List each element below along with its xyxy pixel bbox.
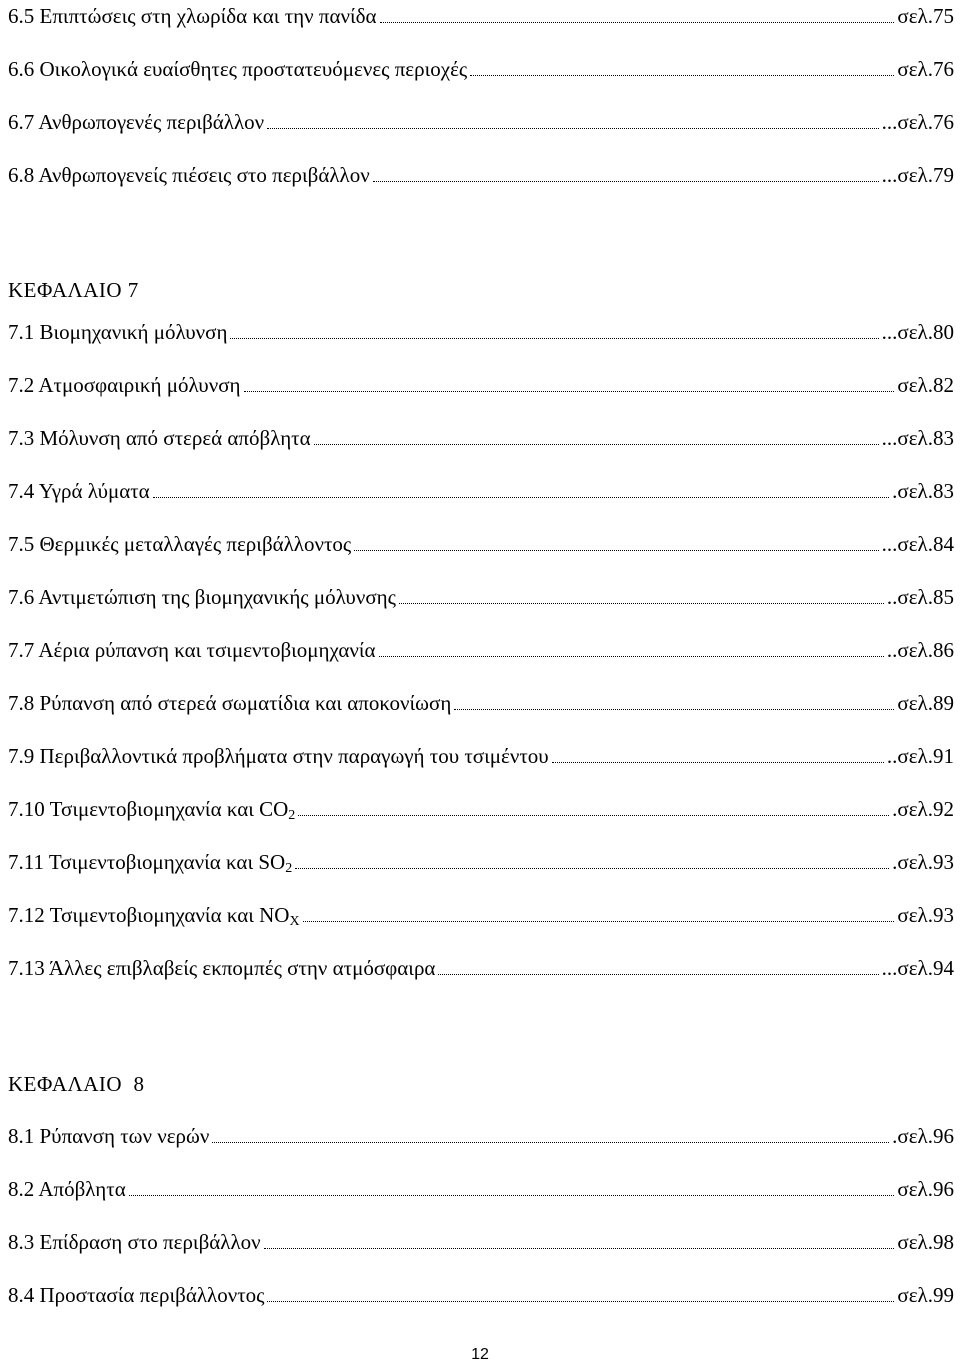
toc-entry-page: .σελ.93: [892, 850, 954, 874]
toc-entry[interactable]: [8, 426, 954, 450]
toc-entry-page: σελ.75: [897, 4, 954, 28]
dot-leader: [244, 391, 895, 392]
toc-entry[interactable]: [8, 1230, 954, 1254]
toc-entry[interactable]: [8, 744, 954, 768]
dot-leader: [129, 1195, 895, 1196]
toc-entry-label-text: 7.12 Τσιμεντοβιομηχανία και NO: [8, 903, 290, 927]
dot-leader: [153, 497, 889, 498]
toc-entry-page: ...σελ.76: [881, 110, 954, 134]
toc-entry-label: 7.6 Αντιμετώπιση της βιομηχανικής μόλυνσης: [8, 585, 396, 609]
toc-entry-page: σελ.96: [897, 1177, 954, 1201]
toc-entry[interactable]: [8, 903, 954, 927]
toc-entry[interactable]: [8, 163, 954, 187]
toc-entry-label: [8, 850, 292, 874]
toc-entry[interactable]: [8, 797, 954, 821]
toc-entry[interactable]: [8, 57, 954, 81]
toc-entry-page: ..σελ.85: [886, 585, 954, 609]
dot-leader: [454, 709, 894, 710]
dot-leader: [314, 444, 879, 445]
toc-section-ch6: [8, 4, 954, 216]
toc-entry-label: [8, 797, 295, 821]
toc-entry[interactable]: [8, 110, 954, 134]
dot-leader: [212, 1142, 889, 1143]
toc-entry-label: 6.7 Ανθρωπογενές περιβάλλον: [8, 110, 265, 134]
subscript: X: [289, 914, 300, 929]
toc-entry-page: σελ.93: [897, 903, 954, 927]
toc-entry-label: 8.4 Προστασία περιβάλλοντος: [8, 1283, 265, 1307]
toc-entry-label-text: 7.11 Τσιμεντοβιομηχανία και SO: [8, 850, 286, 874]
toc-entry-page: ..σελ.86: [886, 638, 954, 662]
dot-leader: [354, 550, 878, 551]
toc-entry-label: 7.1 Βιομηχανική μόλυνση: [8, 320, 228, 344]
toc-entry-page: σελ.99: [897, 1283, 954, 1307]
toc-entry[interactable]: [8, 320, 954, 344]
toc-entry[interactable]: [8, 638, 954, 662]
toc-entry[interactable]: [8, 1283, 954, 1307]
toc-entry[interactable]: [8, 479, 954, 503]
dot-leader: [380, 22, 895, 23]
toc-entry-label: 7.8 Ρύπανση από στερεά σωματίδια και αποκονίωση: [8, 691, 452, 715]
toc-entry[interactable]: [8, 850, 954, 874]
toc-entry[interactable]: [8, 1177, 954, 1201]
subscript: 2: [288, 808, 296, 823]
dot-leader: [264, 1248, 895, 1249]
toc-entry[interactable]: [8, 1124, 954, 1148]
toc-entry-label: 8.1 Ρύπανση των νερών: [8, 1124, 210, 1148]
toc-entry[interactable]: [8, 4, 954, 28]
dot-leader: [267, 1301, 894, 1302]
page-number: 12: [471, 1346, 489, 1363]
toc-entry-label: 8.2 Απόβλητα: [8, 1177, 126, 1201]
dot-leader: [298, 815, 889, 816]
dot-leader: [373, 181, 879, 182]
dot-leader: [470, 75, 894, 76]
toc-entry[interactable]: [8, 956, 954, 980]
toc-entry-page: ...σελ.79: [881, 163, 954, 187]
toc-section-ch8: [8, 1072, 954, 1336]
toc-entry-label: 7.13 Άλλες επιβλαβείς εκπομπές στην ατμόσφαιρα: [8, 956, 436, 980]
toc-entry[interactable]: [8, 585, 954, 609]
toc-entry[interactable]: [8, 373, 954, 397]
dot-leader: [379, 656, 884, 657]
toc-entry-page: ..σελ.91: [886, 744, 954, 768]
toc-entry-page: .σελ.92: [892, 797, 954, 821]
dot-leader: [230, 338, 878, 339]
toc-entry[interactable]: [8, 691, 954, 715]
toc-entry-page: .σελ.96: [892, 1124, 954, 1148]
toc-entry-page: .σελ.83: [892, 479, 954, 503]
dot-leader: [552, 762, 884, 763]
toc-entry-label: [8, 903, 300, 927]
toc-entry-label: 8.3 Επίδραση στο περιβάλλον: [8, 1230, 261, 1254]
dot-leader: [267, 128, 879, 129]
chapter-heading: ΚΕΦΑΛΑΙΟ 7: [8, 278, 139, 302]
toc-entry[interactable]: [8, 532, 954, 556]
toc-section-ch7: [8, 278, 954, 1009]
toc-entry-page: ...σελ.94: [881, 956, 954, 980]
toc-entry-label: 7.9 Περιβαλλοντικά προβλήματα στην παραγωγή του τσιμέντου: [8, 744, 549, 768]
subscript: 2: [285, 861, 293, 876]
chapter-heading: ΚΕΦΑΛΑΙΟ 8: [8, 1072, 145, 1096]
toc-entry-label: 7.2 Ατμοσφαιρική μόλυνση: [8, 373, 241, 397]
toc-entry-label: 7.3 Μόλυνση από στερεά απόβλητα: [8, 426, 311, 450]
toc-entry-page: σελ.82: [897, 373, 954, 397]
dot-leader: [438, 974, 878, 975]
toc-entry-label: 6.5 Επιπτώσεις στη χλωρίδα και την πανίδα: [8, 4, 377, 28]
toc-entry-page: ...σελ.84: [881, 532, 954, 556]
dot-leader: [303, 921, 895, 922]
toc-entry-label-text: 7.10 Τσιμεντοβιομηχανία και CO: [8, 797, 289, 821]
toc-entry-label: 6.8 Ανθρωπογενείς πιέσεις στο περιβάλλον: [8, 163, 370, 187]
dot-leader: [399, 603, 884, 604]
dot-leader: [295, 868, 889, 869]
toc-entry-label: 6.6 Οικολογικά ευαίσθητες προστατευόμενες περιοχές: [8, 57, 468, 81]
toc-entry-label: 7.5 Θερμικές μεταλλαγές περιβάλλοντος: [8, 532, 352, 556]
toc-entry-page: ...σελ.80: [881, 320, 954, 344]
toc-entry-label: 7.4 Υγρά λύματα: [8, 479, 150, 503]
toc-entry-page: σελ.76: [897, 57, 954, 81]
toc-entry-page: ...σελ.83: [881, 426, 954, 450]
toc-entry-page: σελ.89: [897, 691, 954, 715]
toc-entry-page: σελ.98: [897, 1230, 954, 1254]
toc-entry-label: 7.7 Αέρια ρύπανση και τσιμεντοβιομηχανία: [8, 638, 376, 662]
